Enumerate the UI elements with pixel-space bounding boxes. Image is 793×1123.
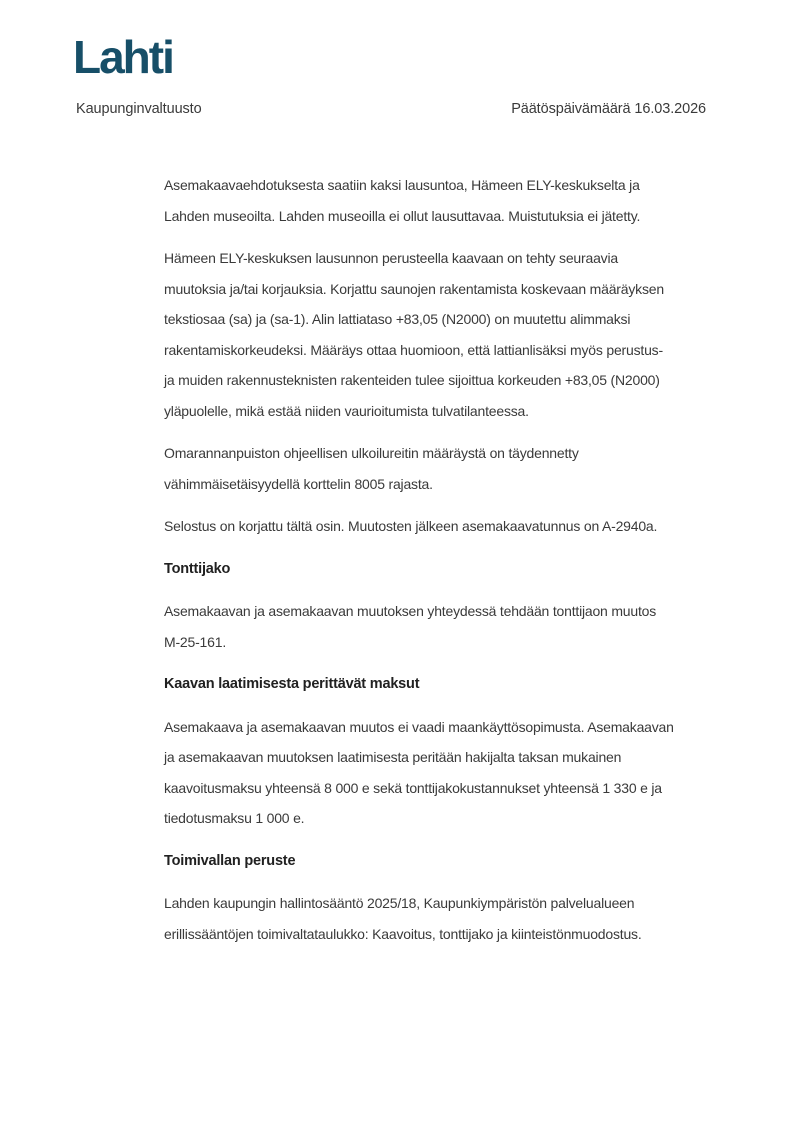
- paragraph-line: tekstiosaa (sa) ja (sa-1). Alin lattiataso +83,05 (N2000) on muutettu alimmaksi: [164, 311, 631, 327]
- paragraph-line: kaavoitusmaksu yhteensä 8 000 e sekä tonttijakokustannukset yhteensä 1 330 e ja: [164, 779, 662, 796]
- section-heading: Toimivallan peruste: [164, 852, 296, 869]
- paragraph-line: erillissääntöjen toimivaltataulukko: Kaavoitus, tonttijako ja kiinteistönmuodostus.: [164, 925, 642, 942]
- paragraph: [164, 170, 724, 231]
- paragraph: [164, 596, 724, 657]
- header-decision-date: Päätöspäivämäärä 16.03.2026: [511, 101, 706, 117]
- paragraph-line: tiedotusmaksu 1 000 e.: [164, 810, 305, 826]
- paragraph-line: M-25-161.: [164, 633, 227, 650]
- paragraph-line: vähimmäisetäisyydellä korttelin 8005 rajasta.: [164, 475, 433, 492]
- paragraph-line: Asemakaavan ja asemakaavan muutoksen yhteydessä tehdään tonttijaon muutos: [164, 603, 657, 619]
- paragraph-line: Omarannanpuiston ohjeellisen ulkoilureitin määräystä on täydennetty: [164, 445, 579, 461]
- paragraph-line: Lahden museoilta. Lahden museoilla ei ollut lausuttavaa. Muistutuksia ei jätetty.: [164, 207, 641, 224]
- paragraph-line: rakentamiskorkeudeksi. Määräys ottaa huomioon, että lattianlisäksi myös perustus-: [164, 341, 663, 358]
- paragraph: [164, 888, 724, 949]
- header-organ-label: Kaupunginvaltuusto: [76, 101, 202, 117]
- paragraph-line: muutoksia ja/tai korjauksia. Korjattu saunojen rakentamista koskevaan määräyksen: [164, 280, 664, 297]
- document-header: [76, 101, 706, 117]
- paragraph: [164, 712, 724, 834]
- paragraph-line: ja muiden rakennusteknisten rakenteiden tulee sijoittua korkeuden +83,05 (N2000): [164, 372, 660, 388]
- paragraph-line: Asemakaavaehdotuksesta saatiin kaksi lausuntoa, Hämeen ELY-keskukselta ja: [164, 177, 640, 193]
- document-body: [164, 170, 724, 961]
- paragraph: [164, 243, 724, 426]
- paragraph-line: ja asemakaavan muutoksen laatimisesta peritään hakijalta taksan mukainen: [164, 749, 622, 765]
- section-heading: Kaavan laatimisesta perittävät maksut: [164, 676, 420, 692]
- paragraph: [164, 511, 724, 542]
- paragraph-line: Asemakaava ja asemakaavan muutos ei vaadi maankäyttösopimusta. Asemakaavan: [164, 718, 674, 735]
- section-heading: Tonttijako: [164, 560, 231, 577]
- paragraph-line: Selostus on korjattu tältä osin. Muutosten jälkeen asemakaavatunnus on A-2940a.: [164, 518, 658, 534]
- paragraph-line: yläpuolelle, mikä estää niiden vaurioitumista tulvatilanteessa.: [164, 402, 529, 419]
- paragraph-line: Lahden kaupungin hallintosääntö 2025/18, Kaupunkiympäristön palvelualueen: [164, 895, 635, 911]
- paragraph-line: Hämeen ELY-keskuksen lausunnon perusteella kaavaan on tehty seuraavia: [164, 250, 618, 266]
- paragraph: [164, 438, 724, 499]
- lahti-logo: Lahti: [73, 31, 173, 83]
